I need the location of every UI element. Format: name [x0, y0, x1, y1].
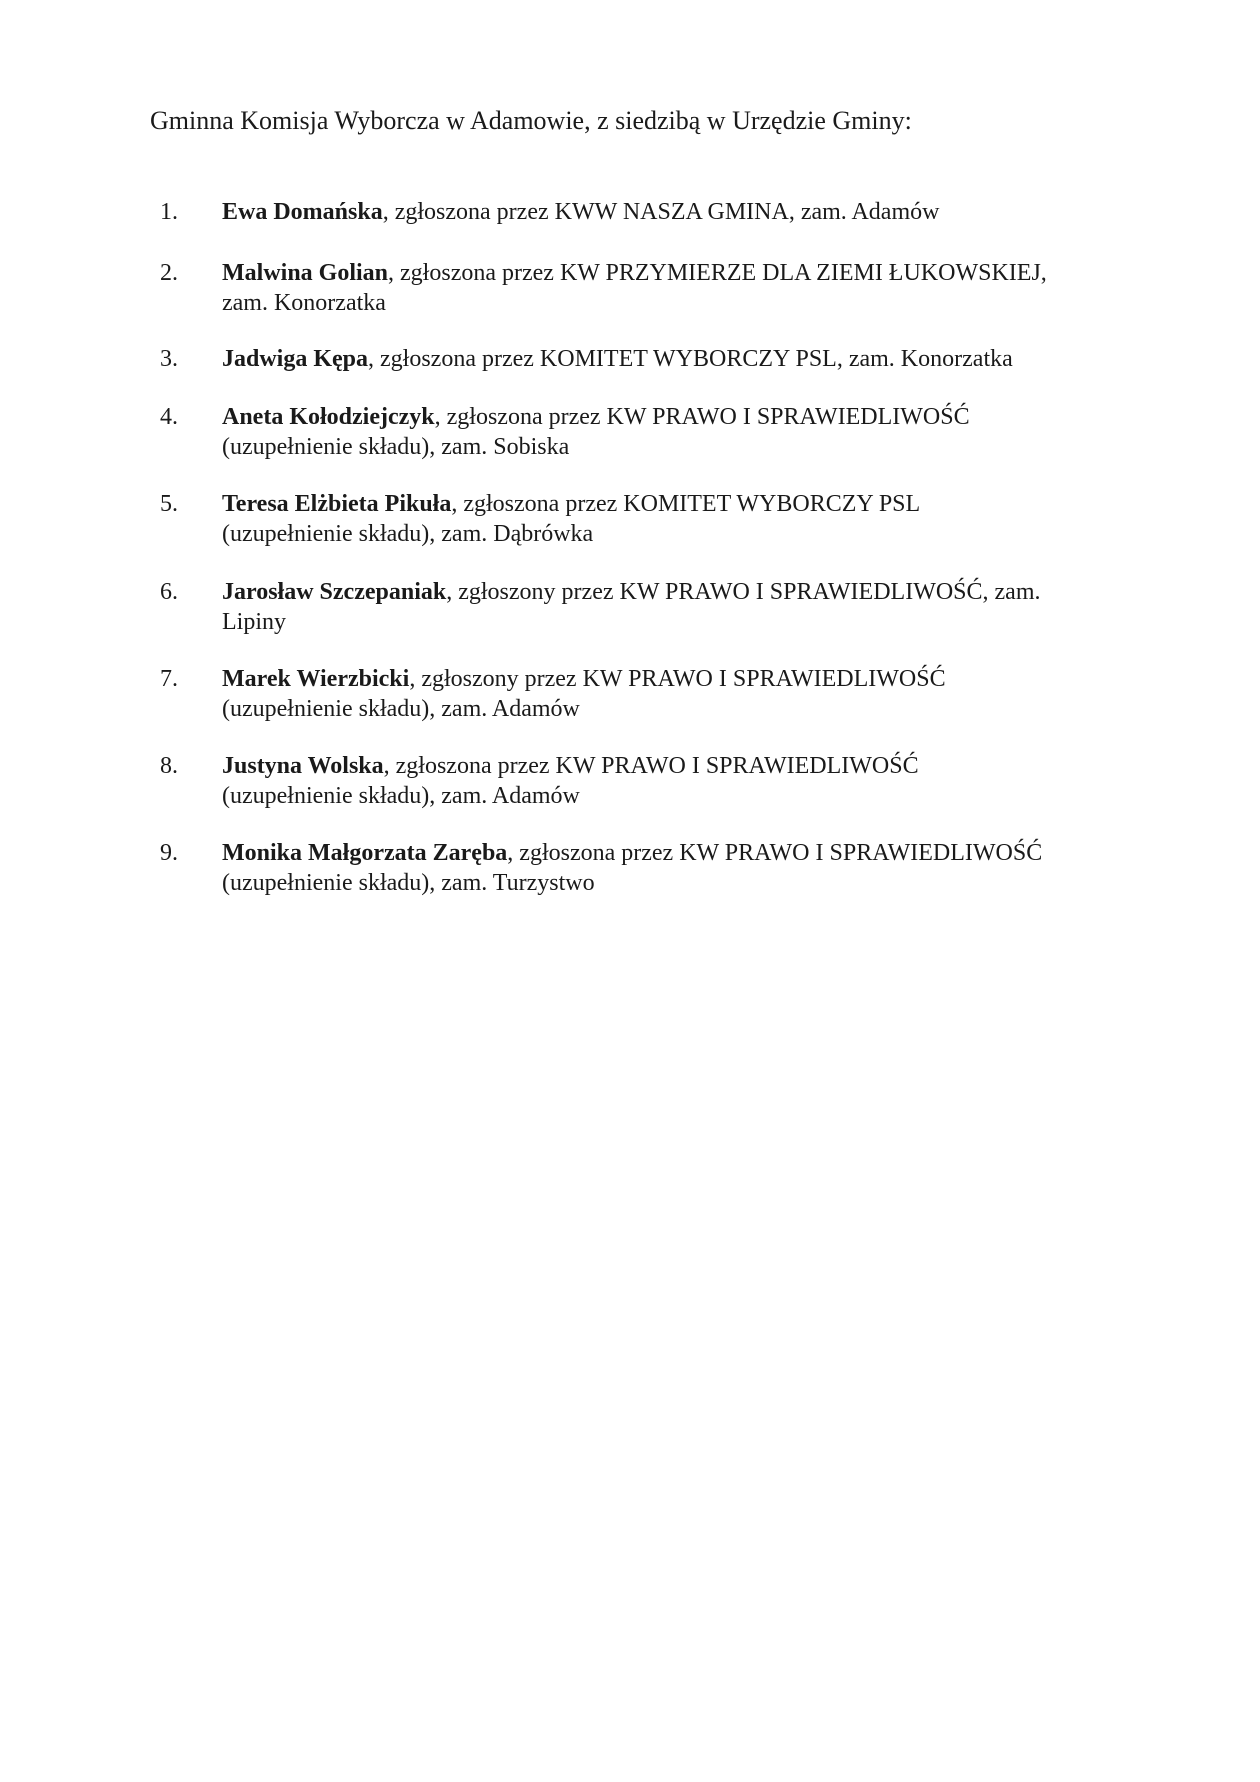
member-name: Aneta Kołodziejczyk: [222, 404, 435, 430]
member-details-continued: (uzupełnienie składu), zam. Adamów: [222, 783, 580, 809]
member-entry: [222, 197, 1122, 227]
member-details: , zgłoszona przez KWW NASZA GMINA, zam. Adamów: [382, 199, 940, 225]
member-entry: [222, 344, 1122, 374]
member-details-continued: (uzupełnienie składu), zam. Adamów: [222, 696, 580, 722]
member-name: Malwina Golian: [222, 260, 389, 286]
member-entry: [222, 751, 1122, 811]
member-name: Marek Wierzbicki: [222, 666, 410, 692]
member-entry: [222, 664, 1122, 724]
member-name: Jadwiga Kępa: [222, 346, 369, 372]
member-entry: [222, 258, 1122, 318]
item-number: 2.: [160, 260, 178, 286]
member-entry: [222, 402, 1122, 462]
member-details-continued: Lipiny: [222, 609, 286, 635]
member-entry: [222, 577, 1122, 637]
member-details: , zgłoszona przez KW PRAWO I SPRAWIEDLIWOŚĆ: [507, 840, 1043, 866]
member-details: , zgłoszony przez KW PRAWO I SPRAWIEDLIWOŚĆ: [409, 666, 946, 692]
item-number: 1.: [160, 199, 178, 225]
member-name: Justyna Wolska: [222, 753, 384, 779]
member-entry: [222, 489, 1122, 549]
item-number: 8.: [160, 753, 178, 779]
item-number: 4.: [160, 404, 178, 430]
member-details: , zgłoszona przez KOMITET WYBORCZY PSL: [451, 491, 921, 517]
member-details: , zgłoszona przez KW PRAWO I SPRAWIEDLIWOŚĆ: [383, 753, 919, 779]
member-name: Monika Małgorzata Zaręba: [222, 840, 508, 866]
member-name: Teresa Elżbieta Pikuła: [222, 491, 452, 517]
member-name: Ewa Domańska: [222, 199, 383, 225]
item-number: 3.: [160, 346, 178, 372]
item-number: 5.: [160, 491, 178, 517]
member-details: , zgłoszona przez KW PRZYMIERZE DLA ZIEMI ŁUKOWSKIEJ,: [388, 260, 1047, 286]
member-details: , zgłoszona przez KW PRAWO I SPRAWIEDLIWOŚĆ: [434, 404, 970, 430]
member-details-continued: (uzupełnienie składu), zam. Dąbrówka: [222, 521, 594, 547]
member-entry: [222, 838, 1122, 898]
member-details: , zgłoszona przez KOMITET WYBORCZY PSL, zam. Konorzatka: [368, 346, 1013, 372]
member-details: , zgłoszony przez KW PRAWO I SPRAWIEDLIWOŚĆ, zam.: [446, 579, 1041, 605]
member-details-continued: zam. Konorzatka: [222, 290, 386, 316]
item-number: 9.: [160, 840, 178, 866]
commission-heading: Gminna Komisja Wyborcza w Adamowie, z siedzibą w Urzędzie Gminy:: [150, 106, 912, 135]
item-number: 7.: [160, 666, 178, 692]
member-details-continued: (uzupełnienie składu), zam. Sobiska: [222, 434, 570, 460]
item-number: 6.: [160, 579, 178, 605]
member-name: Jarosław Szczepaniak: [222, 579, 447, 605]
member-details-continued: (uzupełnienie składu), zam. Turzystwo: [222, 870, 595, 896]
